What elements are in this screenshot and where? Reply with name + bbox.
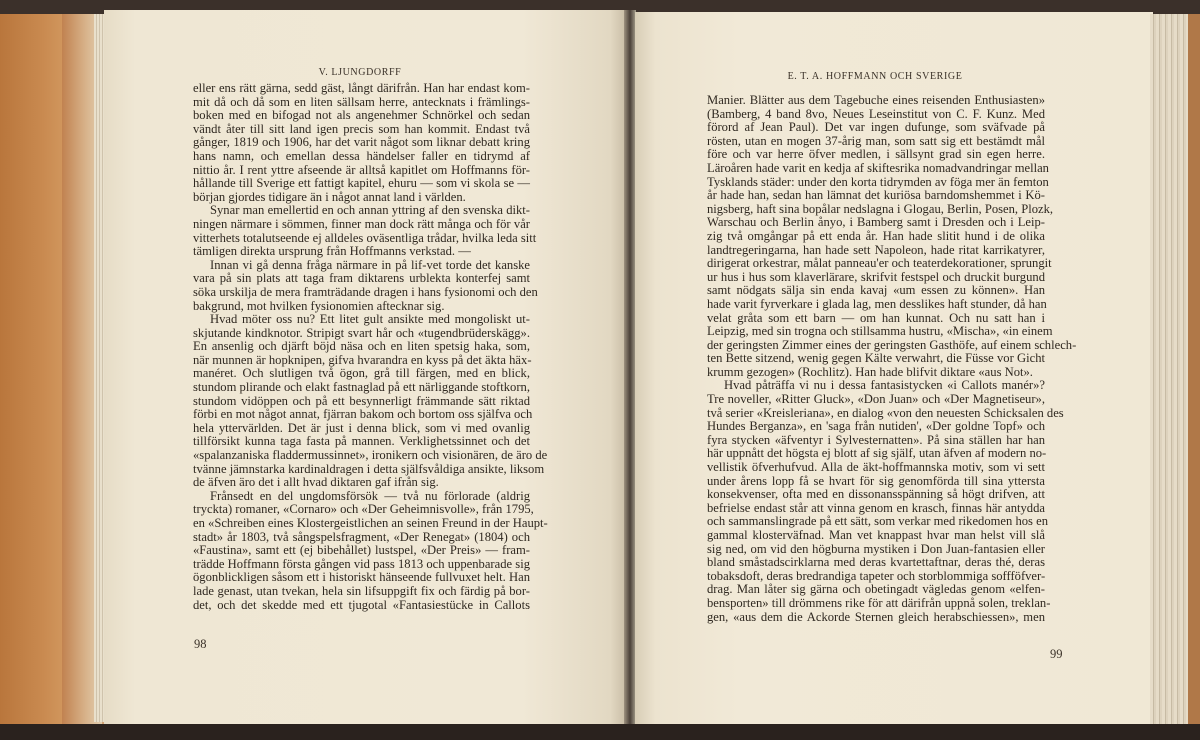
- text-line: här uppnått det högsta ej blott af sig själf, utan äfven af modern no-: [707, 446, 1047, 461]
- text-line: tillförsikt kunna taga fasta på mannen. Verklighetssinnet och det: [193, 434, 530, 449]
- text-line: Läroåren hade varit en kedja af skiftesrika nomadvandringar mellan: [707, 160, 1049, 175]
- text-line: och sammanslingrade på ett sätt, som verkar med rikedomen hos en: [707, 514, 1048, 529]
- text-line: samt nödgats sälja sin enda kavaj «um essen zu können». Han: [707, 283, 1045, 298]
- text-line: lade genast, utan tvekan, hela sin lifsuppgift fix och färdig på bor-: [193, 583, 530, 598]
- text-line: hållande till Sverige ett fattigt kapitel, ehuru — som vi skola se —: [193, 176, 530, 191]
- text-line: gammal klosterväfnad. Man vet knappast hvar man helst vill slå: [707, 528, 1045, 542]
- text-line: före och var herre öfver medlen, i sällsynt grad sin egen herre.: [707, 147, 1045, 162]
- text-line: de äfven äro det i allt hvad diktaren gaf ifrån sig.: [193, 475, 439, 490]
- scanner-background-bottom: [0, 724, 1200, 740]
- text-line: tvänne jämnstarka kardinaldragen i detta själfsvåldiga ansikte, liksom: [193, 461, 545, 476]
- text-line: «spalanzaniska fladdermussinnet», ironikern och visionären, de äro de: [193, 448, 548, 463]
- text-line: ningen närmare i sömmen, finner man dock rätt många och för vår: [193, 216, 530, 231]
- text-line: förbi en mot något annat, fjärran bakom och bortom oss själfva och: [193, 407, 533, 422]
- text-line: tobaksdoft, deras bredrandiga tapeter och storblommiga soffföfver-: [707, 568, 1046, 583]
- running-head-right: E. T. A. HOFFMANN OCH SVERIGE: [787, 71, 963, 82]
- text-line: nigsberg, haft sina bopålar nedslagna i Glogau, Berlin, Posen, Plozk,: [707, 201, 1054, 216]
- text-line: velat gråta som ett barn — om han kunnat. Och nu satt han i: [707, 310, 1045, 325]
- paragraph: [193, 312, 548, 490]
- text-line: Tre noveller, «Ritter Gluck», «Don Juan» och «Der Magnetiseur»,: [707, 392, 1045, 407]
- text-line: skjutande kindknotor. Stripigt svart hår och «tugendbrüderskägg».: [193, 325, 530, 340]
- paragraph: [193, 488, 548, 612]
- text-line: manéret. Och slutligen två ögon, grå till färgen, med en blick,: [193, 366, 530, 381]
- book-cover-right: [1188, 14, 1200, 726]
- text-line: mit då och då som en liten sällsam herre, antecknats i främlings-: [193, 94, 530, 109]
- text-line: drag. Man låter sig gärna och obetingadt vägledas genom «elfen-: [707, 582, 1045, 597]
- text-line: eller ens rätt gärna, sedd gäst, långt därifrån. Han har endast kom-: [193, 81, 530, 95]
- text-line: befrielse endast står att vinna genom en krasch, finnas här antydda: [707, 500, 1045, 515]
- text-line: vellistik öfverhufvud. Alla de äkt-hoffmannska motiv, som vi sett: [707, 460, 1045, 475]
- text-line: zig två omgångar på ett enda år. Han hade slitit hund i de olika: [707, 228, 1045, 243]
- text-line: landtregeringarna, han hade sett Napoleon, hade ritat karrikatyrer,: [707, 242, 1045, 257]
- text-line: (Bamberg, 4 band 8vo, Neues Leseinstitut von C. F. Kunz. Med: [707, 106, 1045, 121]
- paragraph: [193, 82, 530, 204]
- text-line: under årens lopp få se hvart för sig genomförda till sina yttersta: [707, 473, 1045, 488]
- paragraph: [193, 203, 537, 259]
- paragraph: [707, 378, 1064, 624]
- text-line: krumm gezogen» (Rochlitz). Han hade blifvit diktare «aus Not».: [707, 364, 1033, 379]
- text-line: dirigerat orkestrar, målat panneau'er och teaterdekorationer, sprungit: [707, 256, 1052, 271]
- text-line: vitterhets totalutseende ej alldeles oväsentliga trådar, hvilka leda sitt: [193, 230, 537, 245]
- text-line: der geringsten Zimmer eines der geringsten Gasthöfe, auf einem schlech-: [707, 337, 1077, 352]
- text-line: Synar man emellertid en och annan yttring af den svenska dikt-: [210, 203, 530, 218]
- text-line: Leipzig, med sin trogna och stillsamma hustru, «Mischa», «in einem: [707, 324, 1053, 339]
- text-line: stundom plirande och elakt fastnaglad på ett närliggande stoftkorn,: [193, 380, 530, 395]
- text-line: Innan vi gå denna fråga närmare in på lif-vet torde det kanske: [210, 257, 530, 272]
- text-line: ten Bette sitzend, wenig gegen Kälte verwahrt, die Füsse vor Gicht: [707, 351, 1045, 366]
- running-head-left: V. LJUNGDORFF: [318, 67, 402, 78]
- text-line: tämligen direkta ursprung från Hoffmanns verkstad. —: [193, 244, 471, 259]
- text-line: stadt» år 1803, två sångspelsfragment, «Der Renegat» (1804) och: [193, 529, 530, 544]
- page-edges-right: [1150, 14, 1192, 726]
- right-page-text: [707, 93, 1077, 624]
- text-line: fyra stycken «äfventyr i Sylvesternatten». På sina ställen har han: [707, 432, 1045, 447]
- text-line: bland småstadscirklarna med deras kvartettaftnar, deras thé, deras: [707, 555, 1045, 570]
- text-line: hans namn, och emellan dessa händelser faller en tidrymd af: [193, 148, 530, 163]
- text-line: två serier «Kreisleriana», en dialog «von den neuesten Schicksalen des: [707, 405, 1064, 420]
- text-line: förord af Jean Paul). Det var ingen dufunge, som sväfvade på: [707, 120, 1045, 135]
- text-line: Hvad möter oss nu? Ett litet gult ansikte med mongoliskt ut-: [210, 312, 530, 327]
- text-line: hade varit fyrverkare i glada lag, men desslikes haft stunder, då han: [707, 296, 1047, 311]
- text-line: början gjordes tidigare än i något annat land i världen.: [193, 189, 466, 204]
- text-line: ögonblickligen såsom ett i historiskt hänseende fullvuxet helt. Han: [193, 570, 530, 585]
- text-line: söka urskilja de mera framträdande dragen i hans fysionomi och den: [193, 284, 538, 299]
- text-line: En ansenlig och djärft böjd näsa och en liten spetsig haka, som,: [193, 339, 530, 354]
- text-line: stundom vidöppen och på ett besynnerligt främmande sätt riktad: [193, 393, 530, 408]
- text-line: Frånsedt en del ungdomsförsök — två nu förlorade (aldrig: [210, 488, 530, 503]
- text-line: Warschau och Berlin ånyo, i Bamberg samt i Dresden och i Leip-: [707, 215, 1045, 230]
- text-line: Hundes Berganza», en 'saga från nutiden', «Der goldne Topf» och: [707, 419, 1045, 434]
- text-line: Tysklands städer: under den korta tidrymden av föga mer än femton: [707, 174, 1049, 189]
- text-line: ur hus i hus som klaverlärare, skrifvit festspel och druckit burgund: [707, 269, 1045, 284]
- text-line: Hvad påträffa vi nu i dessa fantasistycken «i Callots manér»?: [724, 378, 1045, 393]
- page-number-left: 98: [194, 637, 207, 651]
- text-line: «Faustina», samt ett (ej bibehållet) lustspel, «Der Preis» — fram-: [193, 543, 530, 558]
- paragraph: [707, 93, 1077, 379]
- paragraph: [193, 257, 538, 313]
- text-line: hela yttervärlden. Det är just i denna blick, som vi med ovanlig: [193, 420, 530, 435]
- text-line: en «Schreiben eines Klostergeistlichen an seinen Freund in der Haupt-: [193, 516, 548, 530]
- text-line: konsekvenser, ofta med en dissonansspänning så högt drifven, att: [707, 487, 1045, 502]
- page-number-right: 99: [1050, 647, 1063, 661]
- text-line: bensporten» till drömmens rike för att därifrån uppnå solen, treklan-: [707, 595, 1051, 610]
- text-line: bakgrund, mot hvilken fysionomien aftecknar sig.: [193, 298, 445, 313]
- text-line: när munnen är hopknipen, gifva hvarandra en kyss på det äkta häx-: [193, 352, 532, 367]
- text-line: rösten, utan en mogen 37-årig man, som satt sig ett bestämdt mål: [707, 133, 1045, 148]
- text-line: tryckta) romaner, «Cornaro» och «Der Geheimnisvolle», från 1795,: [193, 502, 534, 517]
- text-line: vara på sin plats att taga fram diktarens urblekta konterfej samt: [193, 271, 530, 286]
- text-line: år hade han, sedan han lämnat det kuriösa barndomshemmet i Kö-: [707, 188, 1045, 203]
- text-line: gånger, 1819 och 1906, har det varit något som liknar debatt kring: [193, 135, 530, 150]
- text-line: det, och det skedde med ett tjugotal «Fantasiestücke in Callots: [193, 597, 530, 612]
- text-line: vändt åter till sitt land igen precis som han kommit. Endast två: [193, 121, 530, 136]
- text-line: boken med en bifogad not als angenehmer Schnörkel och sedan: [193, 108, 530, 123]
- left-page-text: [193, 81, 548, 612]
- text-line: Manier. Blätter aus dem Tagebuche eines reisenden Enthusiasten»: [707, 93, 1045, 107]
- text-line: sig ned, om vid den högburna mystiken i Don Juan-fantasien eller: [707, 541, 1045, 556]
- text-line: trädde Hoffmann första gången vid pass 1813 och uppenbarade sig: [193, 556, 530, 571]
- text-line: gen, «aus dem die Ackorde Sternen gleich herabschiessen», men: [707, 609, 1045, 624]
- text-line: nittio år. I rent yttre afseende är alltså kapitlet om Hoffmanns för-: [193, 162, 530, 177]
